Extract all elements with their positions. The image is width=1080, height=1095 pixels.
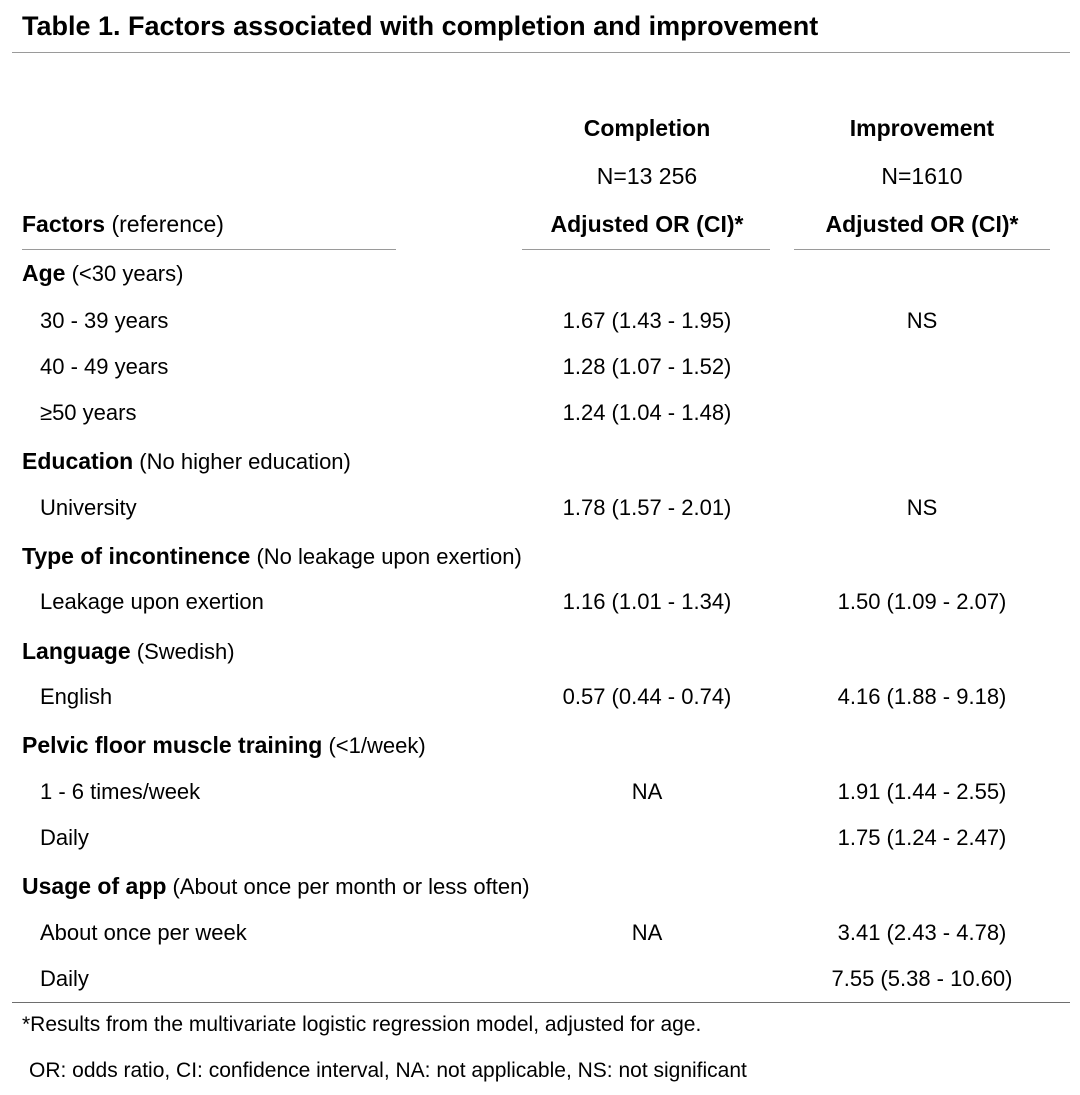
group-reference: (No leakage upon exertion) xyxy=(256,544,522,569)
completion-value: 1.78 (1.57 - 2.01) xyxy=(562,495,732,520)
row-label: Daily xyxy=(40,966,89,991)
improvement-header: Improvement xyxy=(849,115,995,141)
factors-label: Factors xyxy=(22,211,106,237)
improvement-header-rule xyxy=(794,249,1050,250)
group-header xyxy=(22,259,183,288)
group-reference: (Swedish) xyxy=(136,639,235,664)
group-name: Usage of app xyxy=(22,873,167,899)
improvement-value: NS xyxy=(906,495,938,520)
title-rule xyxy=(12,52,1070,53)
group-header xyxy=(22,872,530,901)
table-title: Table 1. Factors associated with completion and improvement xyxy=(22,11,819,41)
improvement-value: 1.50 (1.09 - 2.07) xyxy=(837,589,1007,614)
group-name: Pelvic floor muscle training xyxy=(22,732,323,758)
row-label: English xyxy=(40,684,113,709)
row-label: ≥50 years xyxy=(40,400,137,425)
group-name: Type of incontinence xyxy=(22,543,251,569)
improvement-value: 7.55 (5.38 - 10.60) xyxy=(831,966,1013,991)
improvement-value: 4.16 (1.88 - 9.18) xyxy=(837,684,1007,709)
factors-header xyxy=(22,210,224,238)
row-label: University xyxy=(40,495,137,520)
improvement-n: N=1610 xyxy=(881,163,963,189)
factors-ref: (reference) xyxy=(111,211,224,237)
completion-value: 1.24 (1.04 - 1.48) xyxy=(562,400,732,425)
group-reference: (<30 years) xyxy=(71,261,184,286)
group-name: Language xyxy=(22,638,131,664)
group-header xyxy=(22,637,235,666)
improvement-value: 3.41 (2.43 - 4.78) xyxy=(837,920,1007,945)
completion-value: 1.67 (1.43 - 1.95) xyxy=(562,308,732,333)
completion-value: NA xyxy=(631,920,663,945)
completion-value: 1.28 (1.07 - 1.52) xyxy=(562,354,732,379)
completion-n: N=13 256 xyxy=(596,163,698,189)
group-header xyxy=(22,731,426,760)
improvement-value: NS xyxy=(906,308,938,333)
row-label: 40 - 49 years xyxy=(40,354,169,379)
or-completion-header: Adjusted OR (CI)* xyxy=(550,211,744,237)
completion-value: 1.16 (1.01 - 1.34) xyxy=(562,589,732,614)
completion-value: 0.57 (0.44 - 0.74) xyxy=(562,684,732,709)
group-reference: (<1/week) xyxy=(328,733,426,758)
group-name: Education xyxy=(22,448,134,474)
footnote-results: *Results from the multivariate logistic regression model, adjusted for age. xyxy=(22,1013,702,1036)
factors-header-rule xyxy=(22,249,396,250)
row-label: Leakage upon exertion xyxy=(40,589,264,614)
row-label: 30 - 39 years xyxy=(40,308,169,333)
group-header xyxy=(22,447,351,476)
completion-value: NA xyxy=(631,779,663,804)
completion-header: Completion xyxy=(583,115,711,141)
row-label: About once per week xyxy=(40,920,247,945)
group-reference: (No higher education) xyxy=(139,449,351,474)
completion-header-rule xyxy=(522,249,770,250)
row-label: Daily xyxy=(40,825,89,850)
improvement-value: 1.75 (1.24 - 2.47) xyxy=(837,825,1007,850)
group-name: Age xyxy=(22,260,66,286)
group-reference: (About once per month or less often) xyxy=(172,874,530,899)
or-improvement-header: Adjusted OR (CI)* xyxy=(825,211,1019,237)
row-label: 1 - 6 times/week xyxy=(40,779,201,804)
improvement-value: 1.91 (1.44 - 2.55) xyxy=(837,779,1007,804)
table-bottom-rule xyxy=(12,1002,1070,1003)
group-header xyxy=(22,542,522,571)
footnote-abbreviations: OR: odds ratio, CI: confidence interval, NA: not applicable, NS: not significant xyxy=(29,1059,747,1082)
